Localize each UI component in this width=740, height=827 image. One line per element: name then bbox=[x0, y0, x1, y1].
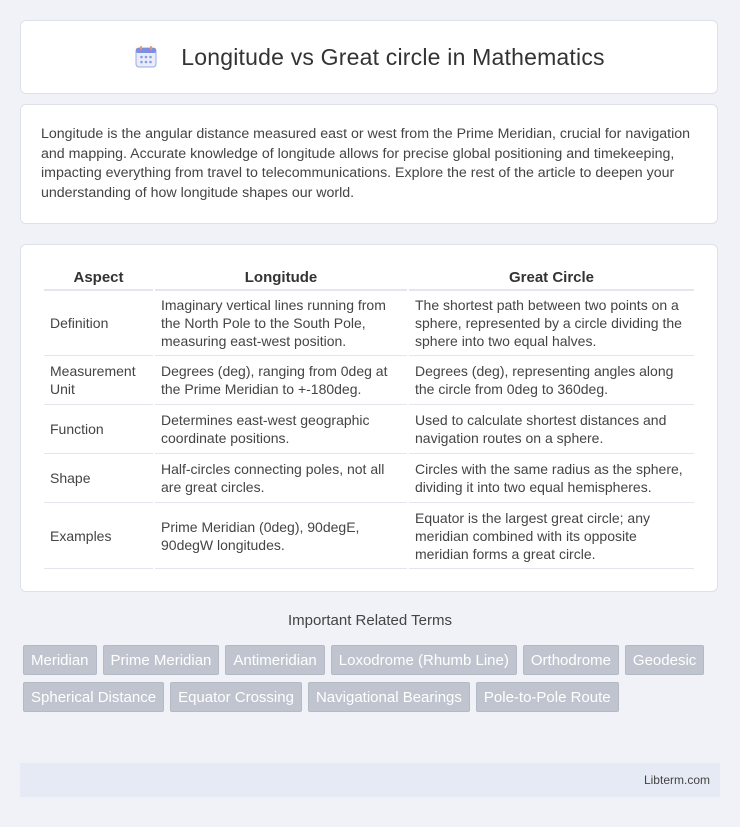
related-term-tag[interactable]: Orthodrome bbox=[523, 645, 619, 675]
table-cell-great-circle: Equator is the largest great circle; any meridian combined with its opposite meridian forms a great circle. bbox=[409, 503, 694, 569]
table-cell-aspect: Examples bbox=[44, 503, 153, 569]
table-row bbox=[44, 356, 694, 405]
header-card bbox=[20, 20, 718, 94]
footer-site-link[interactable]: Libterm.com bbox=[643, 773, 710, 787]
column-header-longitude: Longitude bbox=[155, 265, 407, 291]
table-cell-longitude: Determines east-west geographic coordinate positions. bbox=[155, 405, 407, 454]
table-cell-longitude: Imaginary vertical lines running from the North Pole to the South Pole, measuring east-west position. bbox=[155, 291, 407, 356]
column-header-aspect: Aspect bbox=[44, 265, 153, 291]
related-term-tag[interactable]: Loxodrome (Rhumb Line) bbox=[331, 645, 517, 675]
related-term-tag[interactable]: Meridian bbox=[23, 645, 97, 675]
comparison-table bbox=[42, 265, 696, 569]
table-row bbox=[44, 291, 694, 356]
table-cell-longitude: Degrees (deg), ranging from 0deg at the Prime Meridian to +-180deg. bbox=[155, 356, 407, 405]
table-row bbox=[44, 503, 694, 569]
table-row bbox=[44, 454, 694, 503]
related-term-tag[interactable]: Antimeridian bbox=[225, 645, 324, 675]
related-term-tag[interactable]: Geodesic bbox=[625, 645, 704, 675]
related-terms-title: Important Related Terms bbox=[288, 612, 452, 629]
table-cell-aspect: Measurement Unit bbox=[44, 356, 153, 405]
related-terms-list bbox=[23, 645, 723, 712]
table-cell-longitude: Half-circles connecting poles, not all are great circles. bbox=[155, 454, 407, 503]
table-cell-aspect: Function bbox=[44, 405, 153, 454]
table-cell-great-circle: Used to calculate shortest distances and navigation routes on a sphere. bbox=[409, 405, 694, 454]
page-title: Longitude vs Great circle in Mathematics bbox=[181, 43, 605, 70]
calendar-icon bbox=[133, 44, 159, 70]
table-header-row bbox=[44, 265, 694, 291]
comparison-table-card bbox=[20, 244, 718, 592]
footer bbox=[20, 763, 720, 797]
table-cell-longitude: Prime Meridian (0deg), 90degE, 90degW longitudes. bbox=[155, 503, 407, 569]
intro-text: Longitude is the angular distance measured east or west from the Prime Meridian, crucial for navigation and mapping. Accurate knowledge of longitude allows for precise global positioning and timekeeping, impacting everything from travel to telecommunications. Explore the rest of the article to deepen your understanding of how longitude shapes our world. bbox=[41, 126, 691, 201]
table-cell-great-circle: Circles with the same radius as the sphere, dividing it into two equal hemispheres. bbox=[409, 454, 694, 503]
related-term-tag[interactable]: Pole-to-Pole Route bbox=[476, 682, 619, 712]
table-cell-aspect: Shape bbox=[44, 454, 153, 503]
table-row bbox=[44, 405, 694, 454]
intro-card bbox=[20, 104, 718, 224]
related-term-tag[interactable]: Spherical Distance bbox=[23, 682, 164, 712]
related-term-tag[interactable]: Navigational Bearings bbox=[308, 682, 470, 712]
table-cell-great-circle: Degrees (deg), representing angles along the circle from 0deg to 360deg. bbox=[409, 356, 694, 405]
table-cell-aspect: Definition bbox=[44, 291, 153, 356]
column-header-great-circle: Great Circle bbox=[409, 265, 694, 291]
table-cell-great-circle: The shortest path between two points on a sphere, represented by a circle dividing the sphere into two equal halves. bbox=[409, 291, 694, 356]
related-term-tag[interactable]: Prime Meridian bbox=[103, 645, 220, 675]
related-term-tag[interactable]: Equator Crossing bbox=[170, 682, 302, 712]
